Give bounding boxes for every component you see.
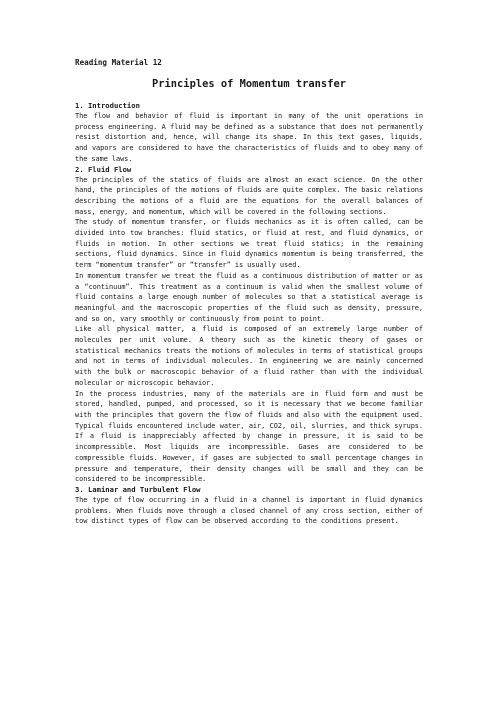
section-laminar-turbulent [75,485,423,527]
section-heading: 1. Introduction [75,101,140,110]
paragraph: The study of momentum transfer, or fluids mechanics as it is often called, can be divided into tow branches: fluid statics, or fluid at rest, and fluid dynamics, or fluids in motion. In other sections we treat fluid statics; in the remaining sections, fluid dynamics. Since in fluid dynamics momentum is being transferred, the term “momentum transfer” or “transfer” is usually used. [75,218,423,270]
paragraph: Like all physical matter, a fluid is composed of an extremely large number of molecules per unit volume. A theory such as the kinetic theory of gases or statistical mechanics treats the motions of molecules in terms of statistical groups and not in terms of individual molecules. In engineering we are mainly concerned with the bulk or macroscopic behavior of a fluid rather than with the individual molecular or microscopic behavior. [75,325,423,387]
paragraph: In the process industries, many of the materials are in fluid form and must be stored, handled, pumped, and processed, so it is necessary that we become familiar with the principles that govern the flow of fluids and also with the equipment used. Typical fluids encountered include water, air, CO2, oil, slurries, and thick syrups. If a fluid is inappreciably affected by change in pressure, it is said to be incompressible. Most liquids are incompressible. Gases are considered to be compressible fluids. However, if gases are subjected to small percentage changes in pressure and temperature, their density changes will be small and they can be considered to be incompressible. [75,389,423,484]
document-title: Principles of Momentum transfer [152,78,346,90]
section-heading: 3. Laminar and Turbulent Flow [75,484,201,494]
section-heading: 2. Fluid Flow [75,164,132,174]
section-introduction [75,101,423,165]
paragraph: The principles of the statics of fluids are almost an exact science. On the other hand, the principles of the motions of fluids are quite complex. The basic relations describing the motions of a fluid are the equations for the overall balances of mass, energy, and momentum, which will be covered in the following sections. [75,175,423,216]
paragraph: In momentum transfer we treat the fluid as a continuous distribution of matter or as a “continuum”. This treatment as a continuum is valid when the smallest volume of fluid contains a large enough number of molecules so that a statistical average is meaningful and the macroscopic properties of the fluid such as density, pressure, and so on, vary smoothly or continuously from point to point. [75,271,423,323]
paragraph: The type of flow occurring in a fluid in a channel is important in fluid dynamics problems. When fluids move through a closed channel of any cross section, either of tow distinct types of flow can be observed according to the conditions present. [75,495,423,526]
document-body [75,58,423,527]
section-fluid-flow [75,165,423,485]
reading-material-label: Reading Material 12 [75,58,162,67]
paragraph: The flow and behavior of fluid is important in many of the unit operations in process engineering. A fluid may be defined as a substance that does not permanently resist distortion and, hence, will change its shape. In this text gases, liquids, and vapors are considered to have the characteristics of fluids and to obey many of the same laws. [75,112,423,163]
